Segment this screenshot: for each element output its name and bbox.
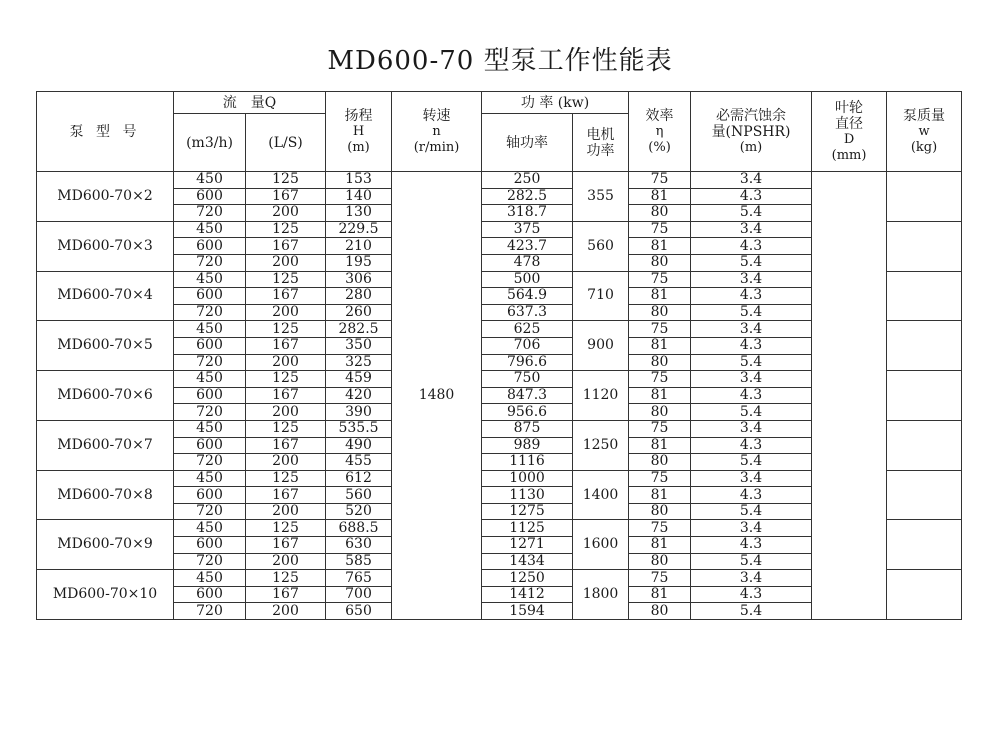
npsh-cell: 4.3	[691, 188, 812, 205]
shaft-power-cell: 1412	[482, 586, 573, 603]
head-cell: 459	[326, 371, 392, 388]
flow-ls-cell: 200	[246, 304, 326, 321]
efficiency-cell: 75	[629, 470, 691, 487]
efficiency-cell: 75	[629, 321, 691, 338]
pump-model-cell: MD600-70×7	[37, 420, 174, 470]
head-cell: 325	[326, 354, 392, 371]
flow-m3h-cell: 720	[174, 603, 246, 620]
flow-ls-cell: 125	[246, 420, 326, 437]
table-body	[37, 172, 962, 620]
efficiency-cell: 80	[629, 454, 691, 471]
flow-m3h-cell: 450	[174, 172, 246, 189]
head-cell: 306	[326, 271, 392, 288]
shaft-power-cell: 318.7	[482, 205, 573, 222]
pump-model-cell: MD600-70×9	[37, 520, 174, 570]
flow-ls-cell: 125	[246, 470, 326, 487]
flow-ls-cell: 200	[246, 603, 326, 620]
efficiency-cell: 81	[629, 487, 691, 504]
motor-power-cell: 1120	[573, 371, 629, 421]
shaft-power-cell: 1275	[482, 503, 573, 520]
flow-ls-cell: 167	[246, 387, 326, 404]
head-cell: 140	[326, 188, 392, 205]
shaft-power-cell: 637.3	[482, 304, 573, 321]
motor-power-cell: 1800	[573, 570, 629, 620]
shaft-power-header: 轴功率	[482, 114, 573, 172]
npsh-cell: 4.3	[691, 238, 812, 255]
flow-ls-cell: 200	[246, 254, 326, 271]
mass-header: 泵质量 w (kg)	[887, 92, 962, 172]
npsh-cell: 4.3	[691, 337, 812, 354]
pump-mass-cell	[887, 470, 962, 520]
pump-mass-cell	[887, 221, 962, 271]
performance-table	[36, 91, 962, 620]
flow-ls-cell: 200	[246, 404, 326, 421]
flow-ls-cell: 167	[246, 288, 326, 305]
motor-power-cell: 710	[573, 271, 629, 321]
flow-m3h-cell: 600	[174, 487, 246, 504]
npsh-cell: 3.4	[691, 221, 812, 238]
flow-m3h-cell: 450	[174, 321, 246, 338]
flow-ls-cell: 167	[246, 537, 326, 554]
pump-model-cell: MD600-70×3	[37, 221, 174, 271]
npsh-cell: 5.4	[691, 254, 812, 271]
shaft-power-cell: 250	[482, 172, 573, 189]
head-cell: 229.5	[326, 221, 392, 238]
shaft-power-cell: 875	[482, 420, 573, 437]
head-cell: 260	[326, 304, 392, 321]
npsh-cell: 5.4	[691, 354, 812, 371]
head-cell: 420	[326, 387, 392, 404]
flow-m3h-cell: 720	[174, 304, 246, 321]
npsh-cell: 4.3	[691, 387, 812, 404]
flow-m3h-cell: 600	[174, 586, 246, 603]
flow-ls-cell: 125	[246, 271, 326, 288]
npsh-cell: 5.4	[691, 603, 812, 620]
npsh-cell: 4.3	[691, 288, 812, 305]
flow-m3h-cell: 450	[174, 371, 246, 388]
efficiency-cell: 75	[629, 520, 691, 537]
flow-m3h-cell: 720	[174, 454, 246, 471]
head-cell: 210	[326, 238, 392, 255]
head-cell: 560	[326, 487, 392, 504]
efficiency-cell: 80	[629, 354, 691, 371]
head-cell: 700	[326, 586, 392, 603]
pump-mass-cell	[887, 371, 962, 421]
head-cell: 688.5	[326, 520, 392, 537]
motor-power-cell: 1400	[573, 470, 629, 520]
shaft-power-cell: 500	[482, 271, 573, 288]
shaft-power-cell: 1116	[482, 454, 573, 471]
shaft-power-cell: 847.3	[482, 387, 573, 404]
flow-ls-cell: 167	[246, 238, 326, 255]
shaft-power-cell: 1271	[482, 537, 573, 554]
flow-ls-cell: 167	[246, 337, 326, 354]
impeller-header: 叶轮 直径 D (mm)	[812, 92, 887, 172]
npsh-cell: 5.4	[691, 454, 812, 471]
head-cell: 455	[326, 454, 392, 471]
shaft-power-cell: 956.6	[482, 404, 573, 421]
flow-m3h-cell: 600	[174, 387, 246, 404]
head-cell: 390	[326, 404, 392, 421]
head-cell: 280	[326, 288, 392, 305]
efficiency-cell: 81	[629, 288, 691, 305]
flow-header: 流 量Q	[174, 92, 326, 114]
shaft-power-cell: 375	[482, 221, 573, 238]
flow-m3h-cell: 720	[174, 503, 246, 520]
efficiency-cell: 80	[629, 205, 691, 222]
efficiency-header: 效率 η (%)	[629, 92, 691, 172]
flow-m3h-cell: 450	[174, 520, 246, 537]
efficiency-cell: 81	[629, 337, 691, 354]
motor-power-cell: 355	[573, 172, 629, 222]
npsh-cell: 3.4	[691, 420, 812, 437]
power-header: 功 率 (kw)	[482, 92, 629, 114]
pump-model-cell: MD600-70×4	[37, 271, 174, 321]
head-cell: 153	[326, 172, 392, 189]
flow-ls-cell: 125	[246, 221, 326, 238]
shaft-power-cell: 423.7	[482, 238, 573, 255]
flow-ls-cell: 167	[246, 487, 326, 504]
speed-cell: 1480	[392, 172, 482, 620]
npsh-cell: 5.4	[691, 503, 812, 520]
flow-m3h-header: (m3/h)	[174, 114, 246, 172]
flow-m3h-cell: 450	[174, 221, 246, 238]
efficiency-cell: 75	[629, 420, 691, 437]
flow-m3h-cell: 450	[174, 420, 246, 437]
flow-m3h-cell: 720	[174, 354, 246, 371]
efficiency-cell: 75	[629, 221, 691, 238]
flow-ls-cell: 125	[246, 520, 326, 537]
efficiency-cell: 81	[629, 537, 691, 554]
npsh-cell: 5.4	[691, 304, 812, 321]
npsh-cell: 3.4	[691, 271, 812, 288]
flow-ls-cell: 125	[246, 570, 326, 587]
efficiency-cell: 75	[629, 172, 691, 189]
flow-ls-cell: 125	[246, 172, 326, 189]
flow-ls-cell: 125	[246, 321, 326, 338]
flow-m3h-cell: 450	[174, 271, 246, 288]
head-cell: 520	[326, 503, 392, 520]
efficiency-cell: 81	[629, 387, 691, 404]
shaft-power-cell: 1250	[482, 570, 573, 587]
shaft-power-cell: 1125	[482, 520, 573, 537]
flow-ls-cell: 200	[246, 354, 326, 371]
flow-m3h-cell: 600	[174, 188, 246, 205]
pump-mass-cell	[887, 172, 962, 222]
npsh-cell: 4.3	[691, 487, 812, 504]
flow-m3h-cell: 450	[174, 470, 246, 487]
efficiency-cell: 80	[629, 254, 691, 271]
efficiency-cell: 80	[629, 553, 691, 570]
head-cell: 765	[326, 570, 392, 587]
flow-ls-cell: 200	[246, 503, 326, 520]
head-cell: 282.5	[326, 321, 392, 338]
efficiency-cell: 80	[629, 503, 691, 520]
npsh-header: 必需汽蚀余 量(NPSHR) (m)	[691, 92, 812, 172]
pump-model-cell: MD600-70×10	[37, 570, 174, 620]
shaft-power-cell: 564.9	[482, 288, 573, 305]
table-header	[37, 92, 962, 172]
pump-model-cell: MD600-70×2	[37, 172, 174, 222]
pump-mass-cell	[887, 520, 962, 570]
head-cell: 585	[326, 553, 392, 570]
flow-ls-cell: 200	[246, 205, 326, 222]
flow-ls-cell: 167	[246, 188, 326, 205]
impeller-diameter-cell	[812, 172, 887, 620]
pump-mass-cell	[887, 570, 962, 620]
flow-m3h-cell: 450	[174, 570, 246, 587]
motor-power-cell: 1600	[573, 520, 629, 570]
shaft-power-cell: 282.5	[482, 188, 573, 205]
flow-ls-cell: 125	[246, 371, 326, 388]
npsh-cell: 5.4	[691, 553, 812, 570]
shaft-power-cell: 706	[482, 337, 573, 354]
efficiency-cell: 75	[629, 271, 691, 288]
flow-m3h-cell: 600	[174, 288, 246, 305]
flow-ls-cell: 167	[246, 437, 326, 454]
head-cell: 130	[326, 205, 392, 222]
flow-m3h-cell: 720	[174, 553, 246, 570]
motor-power-cell: 900	[573, 321, 629, 371]
speed-header: 转速 n (r/min)	[392, 92, 482, 172]
flow-m3h-cell: 600	[174, 238, 246, 255]
efficiency-cell: 81	[629, 586, 691, 603]
flow-m3h-cell: 720	[174, 254, 246, 271]
npsh-cell: 3.4	[691, 470, 812, 487]
motor-power-cell: 560	[573, 221, 629, 271]
npsh-cell: 3.4	[691, 172, 812, 189]
npsh-cell: 4.3	[691, 537, 812, 554]
npsh-cell: 4.3	[691, 437, 812, 454]
shaft-power-cell: 796.6	[482, 354, 573, 371]
flow-ls-cell: 200	[246, 553, 326, 570]
head-header: 扬程 H (m)	[326, 92, 392, 172]
head-cell: 490	[326, 437, 392, 454]
npsh-cell: 3.4	[691, 570, 812, 587]
flow-m3h-cell: 720	[174, 205, 246, 222]
npsh-cell: 4.3	[691, 586, 812, 603]
shaft-power-cell: 750	[482, 371, 573, 388]
table-row	[37, 172, 962, 189]
pump-model-cell: MD600-70×6	[37, 371, 174, 421]
head-cell: 350	[326, 337, 392, 354]
efficiency-cell: 80	[629, 603, 691, 620]
pump-mass-cell	[887, 271, 962, 321]
flow-ls-cell: 167	[246, 586, 326, 603]
shaft-power-cell: 1594	[482, 603, 573, 620]
shaft-power-cell: 989	[482, 437, 573, 454]
shaft-power-cell: 1434	[482, 553, 573, 570]
efficiency-cell: 80	[629, 304, 691, 321]
head-cell: 612	[326, 470, 392, 487]
efficiency-cell: 81	[629, 238, 691, 255]
page-title: MD600-70 型泵工作性能表	[327, 46, 673, 76]
pump-model-cell: MD600-70×5	[37, 321, 174, 371]
pump-mass-cell	[887, 321, 962, 371]
head-cell: 650	[326, 603, 392, 620]
shaft-power-cell: 1000	[482, 470, 573, 487]
efficiency-cell: 75	[629, 570, 691, 587]
npsh-cell: 5.4	[691, 205, 812, 222]
flow-ls-cell: 200	[246, 454, 326, 471]
npsh-cell: 3.4	[691, 321, 812, 338]
efficiency-cell: 80	[629, 404, 691, 421]
model-header: 泵 型 号	[37, 92, 174, 172]
flow-m3h-cell: 600	[174, 337, 246, 354]
npsh-cell: 3.4	[691, 520, 812, 537]
head-cell: 630	[326, 537, 392, 554]
npsh-cell: 5.4	[691, 404, 812, 421]
pump-mass-cell	[887, 420, 962, 470]
flow-m3h-cell: 600	[174, 437, 246, 454]
pump-model-cell: MD600-70×8	[37, 470, 174, 520]
motor-power-header: 电机 功率	[573, 114, 629, 172]
head-cell: 195	[326, 254, 392, 271]
motor-power-cell: 1250	[573, 420, 629, 470]
flow-m3h-cell: 600	[174, 537, 246, 554]
head-cell: 535.5	[326, 420, 392, 437]
shaft-power-cell: 625	[482, 321, 573, 338]
efficiency-cell: 75	[629, 371, 691, 388]
npsh-cell: 3.4	[691, 371, 812, 388]
efficiency-cell: 81	[629, 437, 691, 454]
efficiency-cell: 81	[629, 188, 691, 205]
flow-ls-header: (L/S)	[246, 114, 326, 172]
shaft-power-cell: 1130	[482, 487, 573, 504]
shaft-power-cell: 478	[482, 254, 573, 271]
flow-m3h-cell: 720	[174, 404, 246, 421]
